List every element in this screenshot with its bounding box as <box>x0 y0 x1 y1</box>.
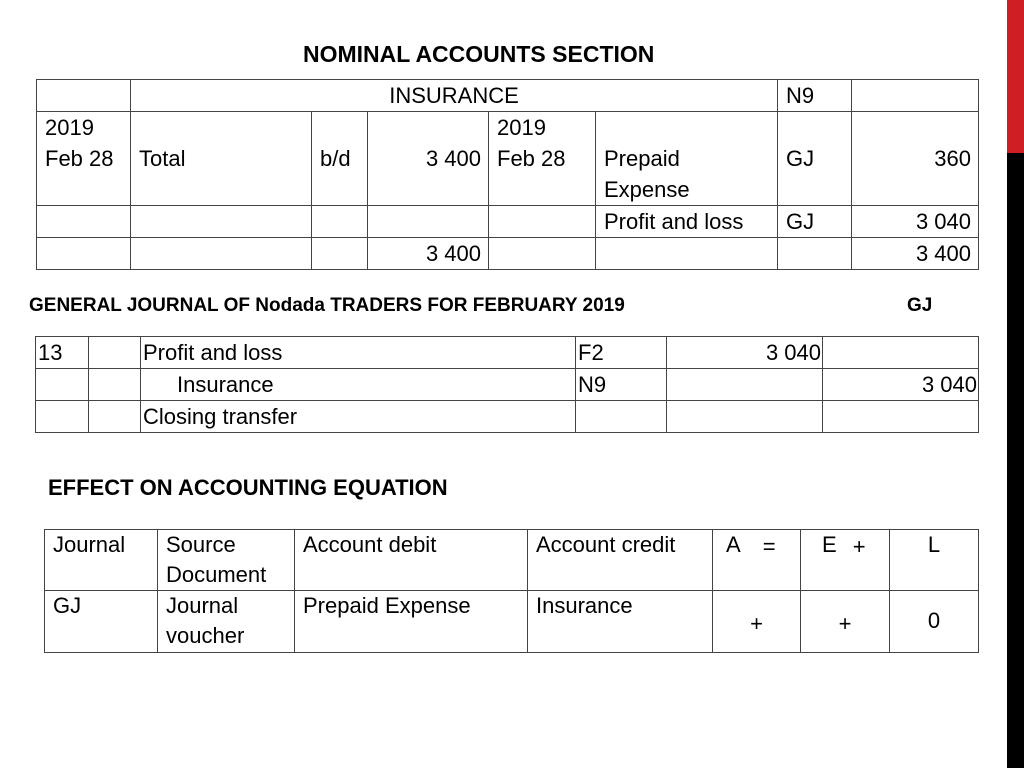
journal-details: Insurance <box>141 369 576 401</box>
ledger-empty-cell <box>37 238 131 270</box>
ledger-empty-cell <box>312 238 368 270</box>
ledger-account-folio: N9 <box>778 80 852 112</box>
ledger-cr-amount: 360 <box>852 112 979 206</box>
effect-journal: GJ <box>45 591 158 653</box>
journal-folio: F2 <box>576 337 667 369</box>
journal-row <box>36 337 979 369</box>
journal-day <box>36 369 89 401</box>
journal-details: Profit and loss <box>141 337 576 369</box>
effect-header-debit: Account debit <box>295 530 528 591</box>
effect-header-assets <box>713 530 801 591</box>
ledger-cr-details: Profit and loss <box>596 206 778 238</box>
journal-empty-cell <box>89 401 141 433</box>
ledger-empty-cell <box>312 206 368 238</box>
journal-empty-cell <box>89 369 141 401</box>
journal-folio <box>576 401 667 433</box>
journal-credit: 3 040 <box>823 369 979 401</box>
ledger-dr-folio: b/d <box>312 112 368 206</box>
journal-debit <box>667 369 823 401</box>
journal-row <box>36 369 979 401</box>
ledger-account-name: INSURANCE <box>131 80 778 112</box>
effect-header-liabilities: L <box>890 530 979 591</box>
accounting-equation-table <box>44 529 979 653</box>
ledger-empty-cell <box>596 238 778 270</box>
effect-header-journal: Journal <box>45 530 158 591</box>
ledger-header-row <box>37 80 979 112</box>
effect-debit: Prepaid Expense <box>295 591 528 653</box>
journal-day <box>36 401 89 433</box>
journal-credit <box>823 337 979 369</box>
ledger-cr-amount: 3 040 <box>852 206 979 238</box>
effect-heading: EFFECT ON ACCOUNTING EQUATION <box>48 475 448 500</box>
ledger-dr-amount: 3 400 <box>368 112 489 206</box>
ledger-empty-cell <box>131 206 312 238</box>
effect-credit: Insurance <box>528 591 713 653</box>
ledger-dr-total: 3 400 <box>368 238 489 270</box>
page-title: NOMINAL ACCOUNTS SECTION <box>303 41 655 67</box>
journal-heading: GENERAL JOURNAL OF Nodada TRADERS FOR FEBRUARY 2019 <box>29 295 625 316</box>
effect-header-a: A <box>726 532 741 557</box>
journal-debit <box>667 401 823 433</box>
ledger-dr-details: Total <box>131 112 312 206</box>
ledger-empty-cell <box>368 206 489 238</box>
ledger-cr-details: Prepaid Expense <box>596 112 778 206</box>
ledger-cr-folio: GJ <box>778 112 852 206</box>
journal-credit <box>823 401 979 433</box>
ledger-header-blank <box>852 80 979 112</box>
effect-liabilities: 0 <box>890 591 979 653</box>
ledger-cr-total: 3 400 <box>852 238 979 270</box>
journal-folio: N9 <box>576 369 667 401</box>
effect-header-row <box>45 530 979 591</box>
ledger-empty-cell <box>37 206 131 238</box>
ledger-totals-row <box>37 238 979 270</box>
effect-row <box>45 591 979 653</box>
effect-assets: + <box>713 591 801 653</box>
effect-header-credit: Account credit <box>528 530 713 591</box>
ledger-empty-cell <box>778 238 852 270</box>
effect-equity: + <box>801 591 890 653</box>
ledger-header-blank <box>37 80 131 112</box>
effect-source: Journal voucher <box>158 591 295 653</box>
effect-header-source: Source Document <box>158 530 295 591</box>
journal-details: Closing transfer <box>141 401 576 433</box>
journal-row <box>36 401 979 433</box>
general-journal-table <box>35 336 979 433</box>
slide-edge-accent <box>1007 0 1024 153</box>
journal-empty-cell <box>89 337 141 369</box>
ledger-dr-date: 2019 Feb 28 <box>37 112 131 206</box>
ledger-cr-date: 2019 Feb 28 <box>489 112 596 206</box>
insurance-ledger-table <box>36 79 979 270</box>
ledger-empty-cell <box>489 238 596 270</box>
effect-header-equals: = <box>762 534 776 559</box>
effect-header-plus: + <box>852 534 866 559</box>
ledger-cr-folio: GJ <box>778 206 852 238</box>
effect-header-equity <box>801 530 890 591</box>
journal-reference: GJ <box>907 295 933 316</box>
ledger-row <box>37 206 979 238</box>
ledger-row <box>37 112 979 206</box>
effect-header-e: E <box>822 532 837 557</box>
ledger-empty-cell <box>131 238 312 270</box>
journal-debit: 3 040 <box>667 337 823 369</box>
ledger-empty-cell <box>489 206 596 238</box>
journal-day: 13 <box>36 337 89 369</box>
